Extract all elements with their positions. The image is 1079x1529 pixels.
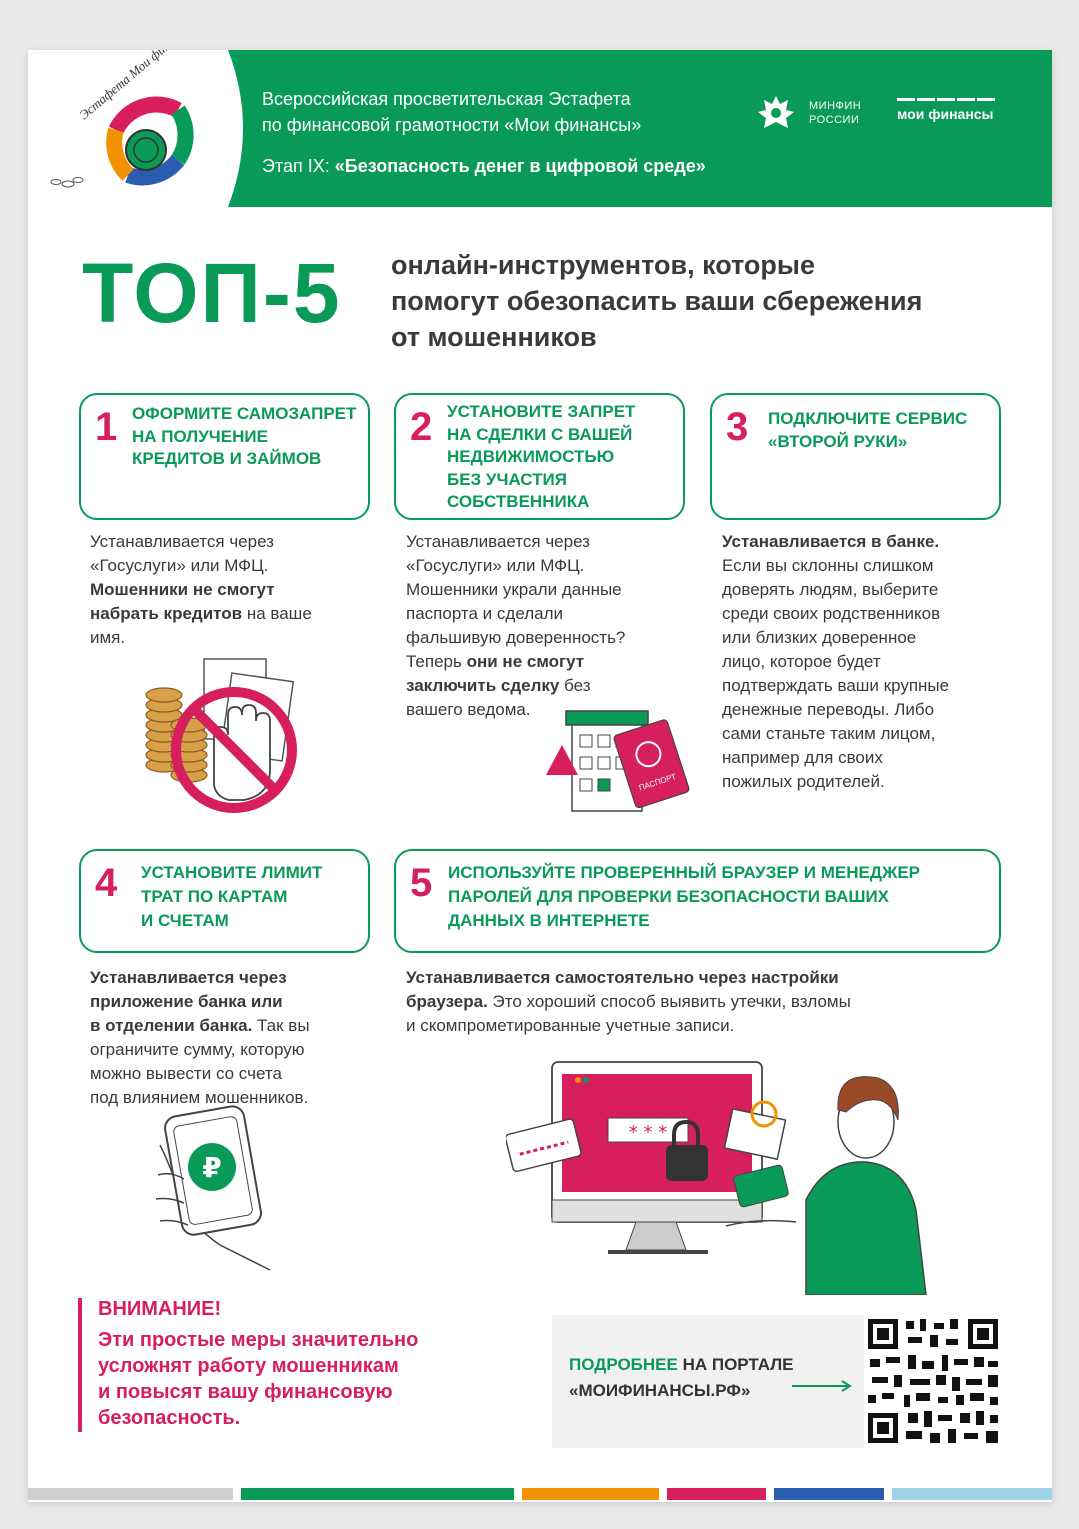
card-1-description	[90, 530, 370, 650]
desc-bold: набрать кредитов	[90, 604, 243, 623]
subtitle-line-2: помогут обезопасить ваши сбережения	[391, 286, 923, 316]
desc-bold: Мошенники не смогут	[90, 580, 275, 599]
desc-text: Так вы	[252, 1016, 310, 1035]
desc-line: сами станьте таким лицом,	[722, 724, 936, 743]
desc-line: Если вы склонны слишком	[722, 556, 934, 575]
card-title-line: ПОДКЛЮЧИТЕ СЕРВИС	[768, 409, 968, 428]
desc-line: вашего ведома.	[406, 700, 531, 719]
attention-line: усложнят работу мошенникам	[98, 1355, 399, 1377]
stage-title: «Безопасность денег в цифровой среде»	[334, 156, 706, 176]
footer-stripe-grey	[28, 1488, 233, 1500]
qr-code-icon[interactable]	[864, 1315, 1004, 1448]
portal-line-1	[569, 1355, 793, 1375]
card-1	[79, 393, 370, 520]
desc-text: без	[559, 676, 591, 695]
card-title	[448, 861, 920, 933]
card-title-line: ТРАТ ПО КАРТАМ	[141, 887, 288, 906]
desc-line: лицо, которое будет	[722, 652, 881, 671]
card-number: 4	[95, 861, 118, 905]
footer-stripe-lightblue	[892, 1488, 1052, 1500]
card-title-line: ПАРОЛЕЙ ДЛЯ ПРОВЕРКИ БЕЗОПАСНОСТИ ВАШИХ	[448, 887, 890, 906]
desc-line: пожилых родителей.	[722, 772, 885, 791]
attention-heading: ВНИМАНИЕ!	[98, 1298, 222, 1320]
card-5-description	[406, 966, 1006, 1038]
card-number: 2	[410, 405, 433, 449]
desc-line: Мошенники украли данные	[406, 580, 622, 599]
footer-stripe-green	[241, 1488, 514, 1500]
desc-bold: Устанавливается в банке.	[722, 532, 940, 551]
card-title	[132, 403, 356, 471]
card-2	[394, 393, 685, 520]
card-title	[768, 408, 967, 453]
desc-line: подтверждать ваши крупные	[722, 676, 950, 695]
portal-on-portal: НА ПОРТАЛЕ	[677, 1355, 794, 1374]
card-title-line: УСТАНОВИТЕ ЛИМИТ	[141, 863, 323, 882]
desc-bold: Устанавливается самостоятельно через настройки	[406, 968, 839, 987]
card-title-line: ИСПОЛЬЗУЙТЕ ПРОВЕРЕННЫЙ БРАУЗЕР И МЕНЕДЖЕР	[448, 863, 920, 882]
card-title-line: ДАННЫХ В ИНТЕРНЕТЕ	[448, 911, 650, 930]
footer-stripe-orange	[522, 1488, 659, 1500]
eagle-emblem-icon	[753, 90, 799, 136]
desc-line: фальшивую доверенность?	[406, 628, 626, 647]
desc-line: Устанавливается через	[406, 532, 590, 551]
card-title-line: И СЧЕТАМ	[141, 911, 229, 930]
moi-finansy-text: мои финансы	[897, 106, 994, 122]
password-mask: * * *	[628, 1122, 668, 1143]
desc-text: Это хороший способ выявить утечки, взломы	[487, 992, 851, 1011]
card-number: 1	[95, 405, 118, 449]
desc-line: «Госуслуги» или МФЦ.	[406, 556, 585, 575]
desc-line: среди своих родственников	[722, 604, 941, 623]
card-title-line: ОФОРМИТЕ САМОЗАПРЕТ	[132, 404, 357, 423]
desc-line: «Госуслуги» или МФЦ.	[90, 556, 269, 575]
desc-line: под влиянием мошенников.	[90, 1088, 309, 1107]
poster	[28, 50, 1052, 1502]
card-5	[394, 849, 1001, 953]
arrow-right-icon	[792, 1379, 854, 1393]
portal-site-link[interactable]: «МОИФИНАНСЫ.РФ»	[569, 1381, 751, 1400]
card-2-description	[406, 530, 686, 722]
card-title-line: КРЕДИТОВ И ЗАЙМОВ	[132, 449, 322, 468]
desc-line: денежные переводы. Либо	[722, 700, 935, 719]
card-title	[141, 861, 322, 933]
browser-security-illustration	[506, 1050, 936, 1295]
attention-line: Эти простые меры значительно	[98, 1329, 419, 1351]
minfin-logo	[753, 90, 861, 136]
card-title-line: БЕЗ УЧАСТИЯ	[447, 469, 567, 489]
footer-stripe-crimson	[667, 1488, 766, 1500]
desc-line: имя.	[90, 628, 126, 647]
svg-text:₽: ₽	[202, 1151, 222, 1184]
portal-block[interactable]	[552, 1315, 1004, 1448]
desc-text: на ваше	[242, 604, 312, 623]
card-title-line: НЕДВИЖИМОСТЬЮ	[447, 447, 615, 466]
passport-label: ПАСПОРТ	[637, 772, 678, 793]
desc-line: доверять людям, выберите	[722, 580, 939, 599]
attention-line: и повысят вашу финансовую	[98, 1381, 393, 1403]
headline-subtitle	[391, 247, 1031, 355]
card-title-line: «ВТОРОЙ РУКИ»	[768, 431, 908, 451]
card-title	[447, 401, 635, 514]
portal-more: ПОДРОБНЕЕ	[569, 1355, 678, 1374]
headline-top5: ТОП-5	[82, 246, 342, 340]
phone-illustration	[150, 1105, 340, 1275]
desc-bold: они не смогут	[466, 652, 585, 671]
desc-bold: заключить сделку	[406, 676, 560, 695]
card-3	[710, 393, 1001, 520]
subtitle-line-3: от мошенников	[391, 322, 597, 352]
desc-bold: приложение банка или	[90, 992, 283, 1011]
desc-bold: браузера.	[406, 992, 488, 1011]
footer-stripe-blue	[774, 1488, 884, 1500]
card-title-line: НА СДЕЛКИ С ВАШЕЙ	[447, 424, 633, 444]
header	[28, 50, 1052, 207]
desc-line: можно вывести со счета	[90, 1064, 282, 1083]
minfin-line-1: МИНФИН	[809, 100, 862, 112]
card-number: 5	[410, 861, 433, 905]
header-stage	[262, 156, 706, 177]
card-4-description	[90, 966, 370, 1110]
card-title-line: НА ПОЛУЧЕНИЕ	[132, 426, 268, 446]
desc-line: или близких доверенное	[722, 628, 917, 647]
attention-line: безопасность.	[98, 1407, 241, 1429]
desc-text: Теперь	[406, 652, 467, 671]
desc-bold: в отделении банка.	[90, 1016, 253, 1035]
stage-label: Этап IX:	[262, 156, 330, 176]
stop-credit-illustration	[134, 655, 314, 815]
desc-bold: Устанавливается через	[90, 968, 287, 987]
card-4	[79, 849, 370, 953]
minfin-line-2: РОССИИ	[809, 114, 860, 126]
header-line-1: Всероссийская просветительская Эстафета	[262, 89, 631, 109]
desc-line: Устанавливается через	[90, 532, 274, 551]
desc-line: паспорта и сделали	[406, 604, 563, 623]
property-passport-illustration	[544, 705, 694, 815]
desc-line: и скомпрометированные учетные записи.	[406, 1016, 735, 1035]
header-title	[262, 86, 641, 138]
header-line-2: по финансовой грамотности «Мои финансы»	[262, 115, 642, 135]
card-3-description	[722, 530, 1012, 794]
attention-block	[78, 1298, 458, 1432]
card-title-line: СОБСТВЕННИКА	[447, 492, 590, 511]
desc-line: ограничите сумму, которую	[90, 1040, 305, 1059]
desc-line: например для своих	[722, 748, 883, 767]
card-title-line: УСТАНОВИТЕ ЗАПРЕТ	[447, 402, 636, 421]
moi-finansy-logo	[897, 98, 995, 122]
card-number: 3	[726, 405, 749, 449]
attention-text	[98, 1327, 458, 1431]
subtitle-line-1: онлайн-инструментов, которые	[391, 250, 815, 280]
logo-bars-icon	[897, 98, 995, 101]
relay-logo	[28, 50, 243, 207]
